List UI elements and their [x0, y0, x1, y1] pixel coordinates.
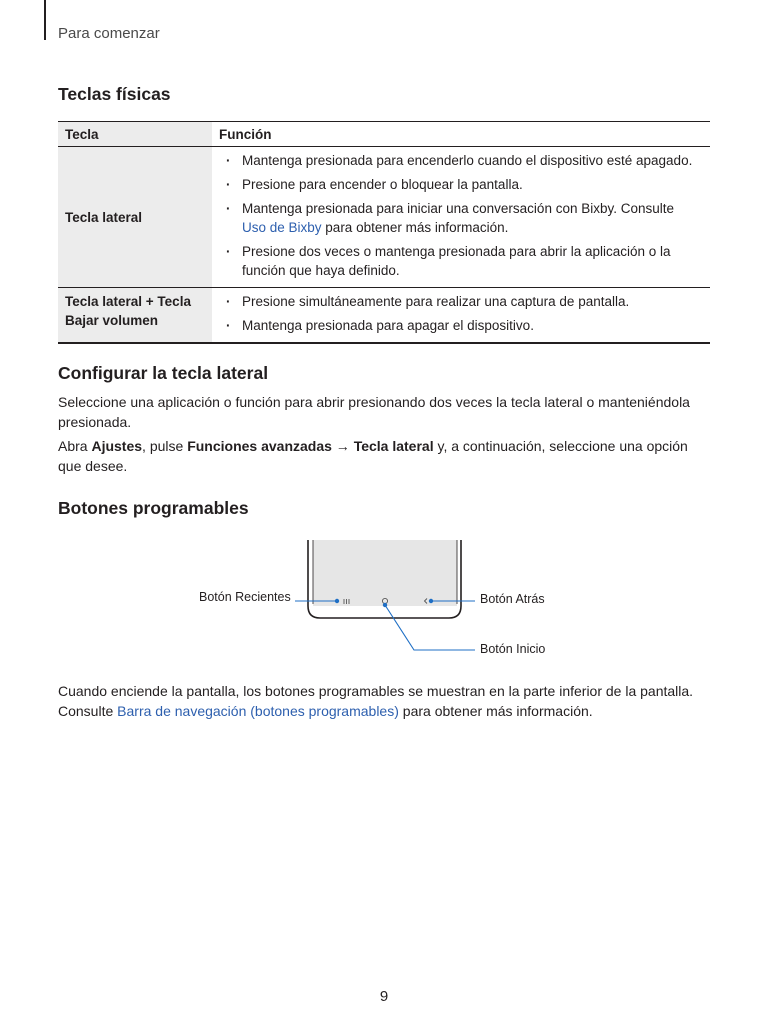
- menu-path-funciones-avanzadas: Funciones avanzadas: [187, 438, 332, 454]
- link-uso-de-bixby[interactable]: Uso de Bixby: [242, 220, 322, 235]
- table-row: [58, 288, 710, 344]
- section-header: Para comenzar: [58, 25, 160, 42]
- column-header-function: Función: [212, 122, 710, 147]
- heading-configurar-tecla-lateral: Configurar la tecla lateral: [58, 363, 269, 383]
- key-name: Tecla lateral: [58, 147, 212, 288]
- list-item: · Mantenga presionada para iniciar una conversación con Bixby. Consulte Uso de Bixby para obtener más información.: [226, 199, 700, 237]
- label-boton-recientes: Botón Recientes: [199, 590, 291, 604]
- menu-path-ajustes: Ajustes: [91, 438, 143, 454]
- column-header-key: Tecla: [58, 122, 212, 147]
- function-list: [212, 147, 710, 287]
- key-name: Tecla lateral + Tecla Bajar volumen: [58, 288, 212, 344]
- list-item: · Mantenga presionada para apagar el dispositivo.: [226, 316, 700, 335]
- page-number: 9: [379, 988, 389, 1005]
- label-boton-inicio: Botón Inicio: [480, 642, 546, 656]
- function-list: [212, 288, 710, 342]
- link-barra-navegacion[interactable]: Barra de navegación (botones programables): [117, 702, 399, 719]
- phone-screen: [313, 540, 457, 606]
- heading-botones-programables: Botones programables: [58, 498, 249, 518]
- callout-lines: [295, 601, 475, 650]
- menu-path-tecla-lateral: Tecla lateral: [353, 438, 434, 454]
- soft-buttons-diagram: [195, 538, 575, 663]
- keys-table: [58, 121, 710, 344]
- header-rule: [44, 0, 46, 40]
- label-boton-atras: Botón Atrás: [480, 592, 545, 606]
- table-row: [58, 147, 710, 288]
- paragraph-config-intro: Seleccione una aplicación o función para abrir presionando dos veces la tecla lateral o manteniéndola presionada.: [58, 394, 690, 430]
- paragraph-botones: Cuando enciende la pantalla, los botones programables se muestran en la parte inferior de la pantalla. Consulte Barra de navegación (botones programables) para obtener más información.: [58, 683, 694, 719]
- paragraph-config-steps: Abra Ajustes, pulse Funciones avanzadas → Tecla lateral y, a continuación, seleccione una opción que desee.: [58, 438, 688, 474]
- list-item: · Mantenga presionada para encenderlo cuando el dispositivo esté apagado.: [226, 151, 700, 170]
- list-item: · Presione dos veces o mantenga presionada para abrir la aplicación o la función que haya definido.: [226, 242, 700, 280]
- heading-teclas-fisicas: Teclas físicas: [58, 84, 171, 104]
- arrow-icon: →: [331, 438, 354, 454]
- list-item: · Presione para encender o bloquear la pantalla.: [226, 175, 700, 194]
- list-item: · Presione simultáneamente para realizar una captura de pantalla.: [226, 292, 700, 311]
